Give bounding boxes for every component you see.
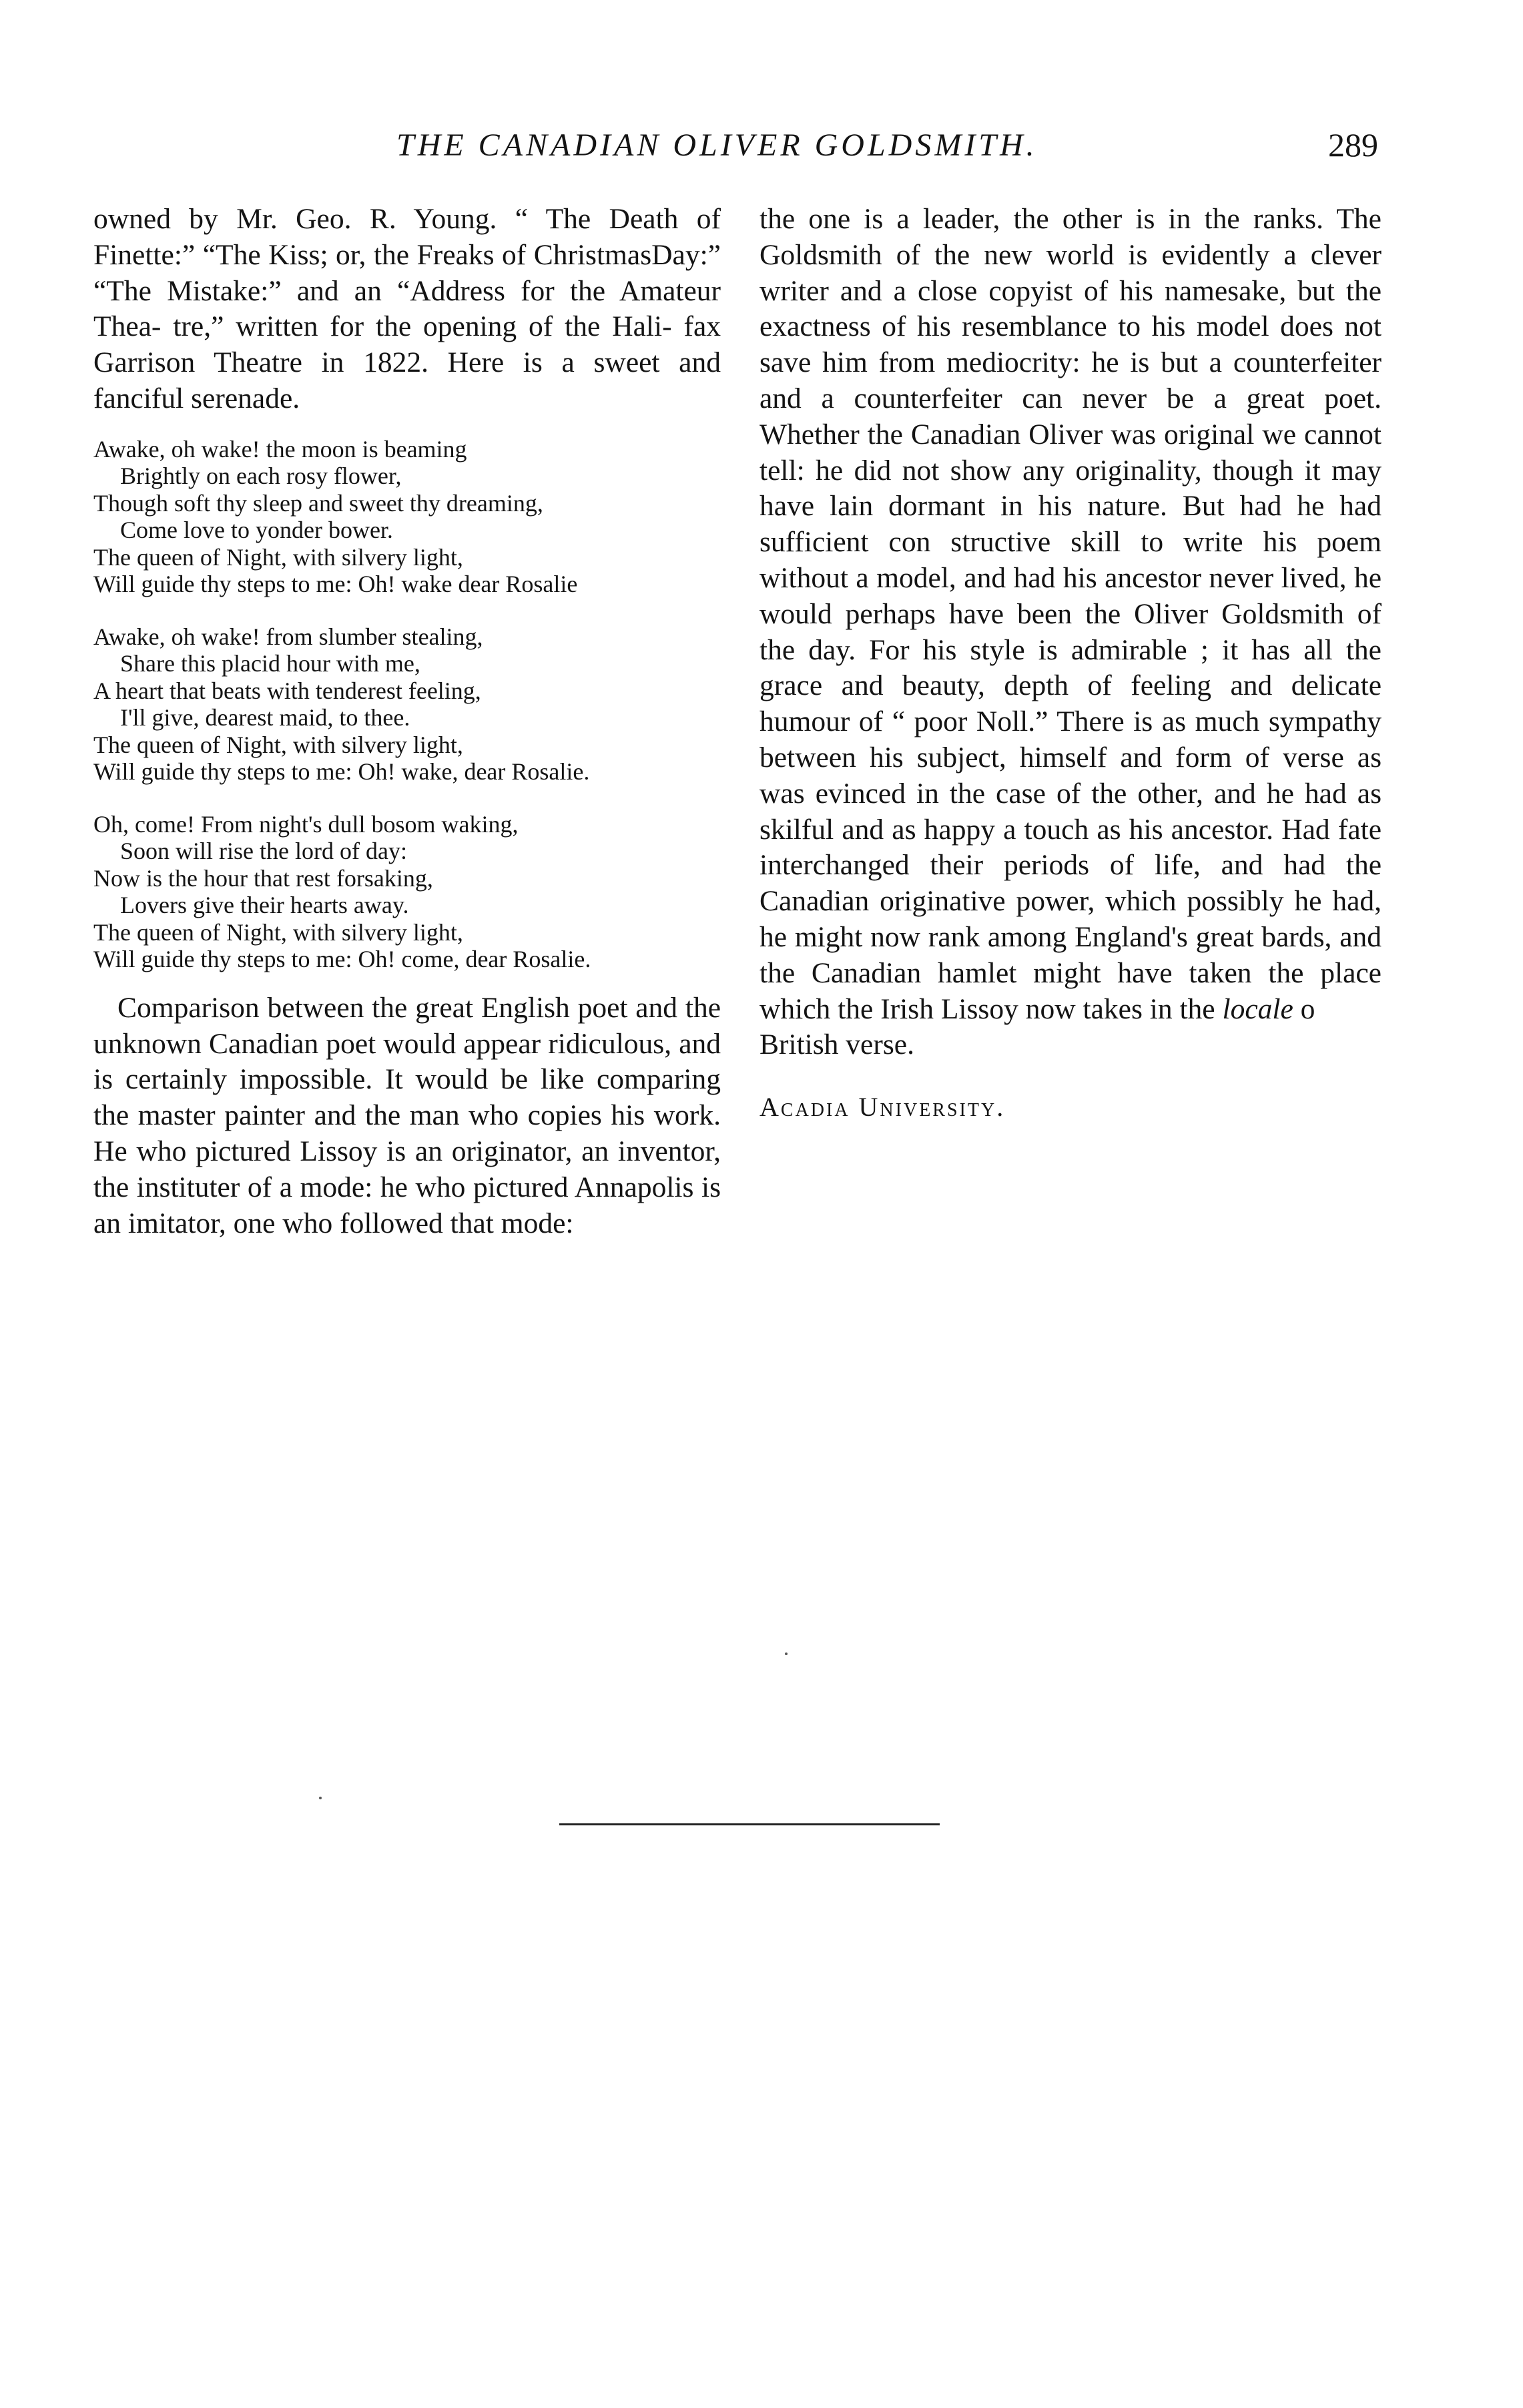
text-line: he would perhaps have been the Oliver xyxy=(759,561,1382,630)
poem-line: Share this placid hour with me, xyxy=(120,650,420,677)
text-line: the one is a leader, the other is in the xyxy=(759,203,1240,235)
text-line: of a mode: he who pictured Annapolis is xyxy=(247,1171,721,1203)
poem-line: Will guide thy steps to me: Oh! come, dear Rosalie. xyxy=(93,946,591,973)
poem-stanza xyxy=(93,811,721,973)
poem-line: Lovers give their hearts away. xyxy=(120,892,409,919)
text-line: an imitator, one who followed that mode: xyxy=(93,1207,574,1239)
text-line: great bards, and the Canadian hamlet xyxy=(759,920,1382,989)
text-line: is an originator, an inventor, the instituter xyxy=(93,1135,721,1203)
poem-line: The queen of Night, with silvery light, xyxy=(93,543,463,571)
text-line: a sweet and fanciful serenade. xyxy=(93,346,721,414)
speck-mark xyxy=(319,1797,322,1799)
text-line: counterfeiter and a counterfeiter can xyxy=(759,346,1382,414)
text-line: ranks. The Goldsmith of the new world xyxy=(759,203,1382,271)
final-line: British verse. xyxy=(759,1028,914,1061)
text-line: is evidently a clever writer and a close xyxy=(759,238,1382,307)
poem-line: Brightly on each rosy flower, xyxy=(120,463,402,490)
text-line: verse as was evinced in the case of the xyxy=(759,741,1382,810)
text-line: between his subject, himself and form of xyxy=(759,741,1269,774)
opening-paragraph xyxy=(93,202,721,417)
poem-line: A heart that beats with tenderest feeling, xyxy=(93,677,481,704)
text-line: tre,” written for the opening of the Hali- xyxy=(173,310,672,343)
text-line: other, and he had as skilful and as xyxy=(759,777,1382,846)
poem-line: Though soft thy sleep and sweet thy dreaming, xyxy=(93,489,543,517)
text-line: Goldsmith of the day. For his style is xyxy=(759,597,1382,666)
text-line: “ poor Noll.” There is as much sympathy xyxy=(892,705,1382,738)
text-line: fate interchanged their periods of life, xyxy=(759,813,1382,882)
speck-mark xyxy=(785,1652,788,1655)
running-head: THE CANADIAN OLIVER GOLDSMITH. xyxy=(396,127,1038,163)
continuation-paragraph xyxy=(759,202,1382,1027)
poem-line: Soon will rise the lord of day: xyxy=(120,838,407,865)
poem-line: Will guide thy steps to me: Oh! wake dear Rosalie xyxy=(93,571,578,598)
page-number: 289 xyxy=(1328,126,1378,164)
text-line: the master painter and the man who xyxy=(93,1099,519,1132)
right-column xyxy=(759,202,1382,1123)
poem-line: I'll give, dearest maid, to thee. xyxy=(120,704,410,731)
text-line: never be a great poet. Whether the xyxy=(759,382,1382,450)
serenade-poem xyxy=(93,436,721,973)
text-line: Freaks of ChristmasDay:” “The Mistake:” xyxy=(93,238,721,307)
comparison-paragraph xyxy=(93,990,721,1242)
poem-line: Awake, oh wake! the moon is beaming xyxy=(93,435,467,463)
poem-line: The queen of Night, with silvery light, xyxy=(93,731,463,758)
text-line: impossible. It would be like comparing xyxy=(239,1063,721,1096)
text-line: and had the Canadian originative xyxy=(759,849,1382,918)
text-line: Irish Lissoy now takes in the xyxy=(880,992,1215,1025)
text-line: power, which possibly he had, he xyxy=(759,885,1382,953)
poem-line: Will guide thy steps to me: Oh! wake, dear Rosalie. xyxy=(93,758,590,786)
text-line: Death of Finette:” “The Kiss; or, the xyxy=(93,203,721,271)
poem-stanza xyxy=(93,623,721,786)
text-line: owned by Mr. Geo. R. Young. “ The xyxy=(93,203,591,235)
poem-line: Awake, oh wake! from slumber stealing, xyxy=(93,623,483,650)
text-line: tell: he did not show any originality, xyxy=(759,454,1202,487)
text-line: though it may have lain dormant in his xyxy=(759,454,1382,523)
text-line: Canadian Oliver was original we cannot xyxy=(910,418,1382,450)
text-line: copies his work. He who pictured Lissoy xyxy=(93,1099,721,1167)
signature: Acadia University. xyxy=(759,1092,1006,1123)
italic-term: locale xyxy=(1222,992,1293,1025)
text-line: save him from mediocrity: he is but a xyxy=(759,346,1222,379)
text-line: depth of feeling and delicate humour of xyxy=(759,669,1382,738)
text-line: poet and the unknown Canadian poet xyxy=(93,991,721,1060)
end-rule xyxy=(559,1823,940,1825)
text-line: a model, and had his ancestor never lived, xyxy=(856,561,1347,594)
text-line: would appear ridiculous, and is certainly xyxy=(93,1027,721,1096)
text-line: copyist of his namesake, but the exactness xyxy=(759,274,1382,343)
text-fragment: o xyxy=(1293,992,1315,1025)
poem-line: Come love to yonder bower. xyxy=(120,517,393,544)
poem-line: Now is the hour that rest forsaking, xyxy=(93,864,433,892)
text-line: might have taken the place which the xyxy=(759,956,1382,1025)
poem-line: Oh, come! From night's dull bosom waking, xyxy=(93,810,519,838)
text-line: happy a touch as his ancestor. Had xyxy=(924,813,1330,846)
text-line: fax Garrison Theatre in 1822. Here is xyxy=(93,310,721,379)
text-line: Comparison between the great English xyxy=(117,991,570,1024)
text-line: might now rank among England's xyxy=(794,920,1188,953)
text-line: structive skill to write his poem without xyxy=(759,526,1382,594)
poem-line: The queen of Night, with silvery light, xyxy=(93,918,463,946)
text-line: and an “Address for the Amateur Thea- xyxy=(93,274,721,343)
text-line: of his resemblance to his model does not xyxy=(882,310,1382,343)
text-line: nature. But had he had sufficient con xyxy=(759,490,1382,559)
text-line: admirable ; it has all the grace and beauty, xyxy=(759,633,1382,702)
left-column xyxy=(93,202,721,1241)
poem-stanza xyxy=(93,436,721,598)
